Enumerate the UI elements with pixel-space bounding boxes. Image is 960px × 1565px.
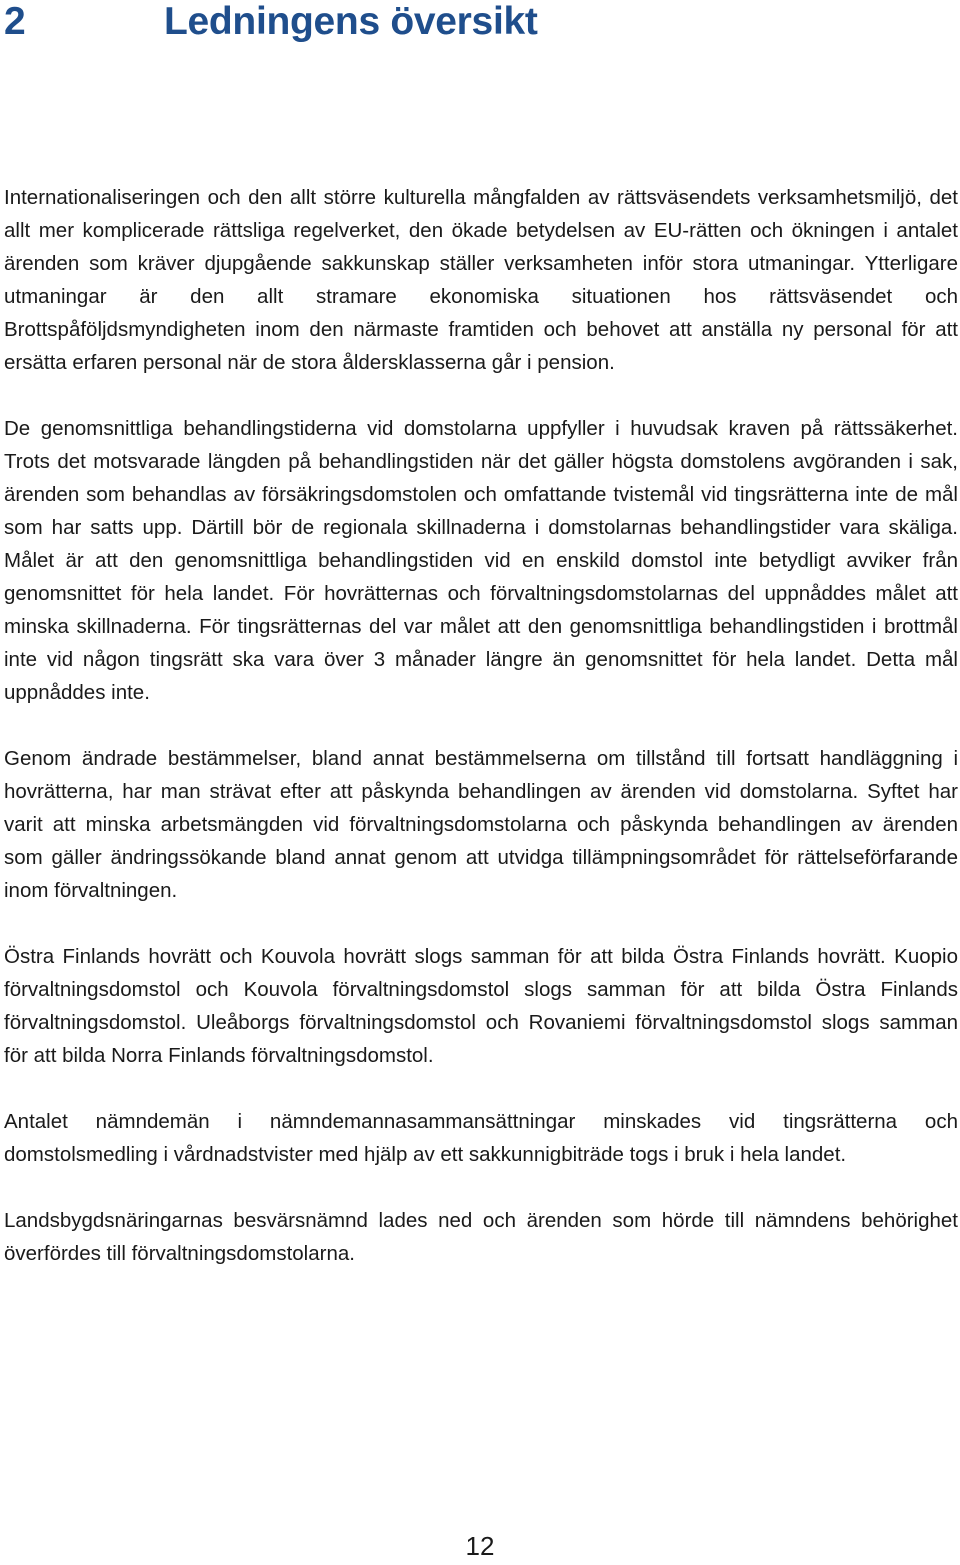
body-text (4, 181, 958, 1303)
paragraph-namndeman: Antalet nämndemän i nämndemannasammansättningar minskades vid tingsrätterna och domstolsmedling i vårdnadstvister med hjälp av ett sakkunnigbiträde togs i bruk i hela landet. (4, 1110, 958, 1166)
paragraph-bestammelser: Genom ändrade bestämmelser, bland annat bestämmelserna om tillstånd till fortsatt handläggning i hovrätterna, har man strävat efter att påskynda behandlingen av ärenden vid domstolarna. Syftet har varit att minska arbetsmängden vid förvaltningsdomstolarna och påskynda behandlingen av ärenden som gäller ändringssökande bland annat genom att utvidga tillämpningsområdet för rättelseförfarande inom förvaltningen. (4, 747, 958, 902)
paragraph-behandlingstider: De genomsnittliga behandlingstiderna vid domstolarna uppfyller i huvudsak kraven på rättssäkerhet. Trots det motsvarade längden på behandlingstiden när det gäller högsta domstolens avgöranden i sak, ärenden som behandlas av försäkringsdomstolen och omfattande tvistemål vid tingsrätterna inte de mål som har satts upp. Därtill bör de regionala skillnaderna i domstolarnas behandlingstider vara skäliga. Målet är att den genomsnittliga behandlingstiden vid en enskild domstol inte betydligt avviker från genomsnittet för hela landet. För hovrätternas och förvaltningsdomstolarnas del uppnåddes målet att minska skillnaderna. För tingsrätternas del var målet att den genomsnittliga behandlingstiden i brottmål inte vid någon tingsrätt ska vara över 3 månader längre än genomsnittet för hela landet. Detta mål uppnåddes inte. (4, 417, 958, 704)
paragraph-internationalisering: Internationaliseringen och den allt större kulturella mångfalden av rättsväsendets verksamhetsmiljö, det allt mer komplicerade rättsliga regelverket, den ökade betydelsen av EU-rätten och ökningen i antalet ärenden som kräver djupgående sakkunskap ställer verksamheten inför stora utmaningar. Ytterligare utmaningar är den allt stramare ekonomiska situationen hos rättsväsendet och Brottspåföljdsmyndigheten inom den närmaste framtiden och behovet att anställa ny personal för att ersätta erfaren personal när de stora åldersklasserna går i pension. (4, 186, 958, 374)
section-number: 2 (4, 0, 26, 43)
section-title: Ledningens översikt (164, 0, 538, 43)
paragraph-besvarsnamnd: Landsbygdsnäringarnas besvärsnämnd lades ned och ärenden som hörde till nämndens behörighet överfördes till förvaltningsdomstolarna. (4, 1209, 958, 1265)
page-number: 12 (465, 1531, 495, 1561)
section-heading (4, 0, 538, 44)
paragraph-sammanslagningar: Östra Finlands hovrätt och Kouvola hovrätt slogs samman för att bilda Östra Finlands hovrätt. Kuopio förvaltningsdomstol och Kouvola förvaltningsdomstol slogs samman för att bilda Östra Finlands förvaltningsdomstol. Uleåborgs förvaltningsdomstol och Rovaniemi förvaltningsdomstol slogs samman för att bilda Norra Finlands förvaltningsdomstol. (4, 945, 958, 1067)
